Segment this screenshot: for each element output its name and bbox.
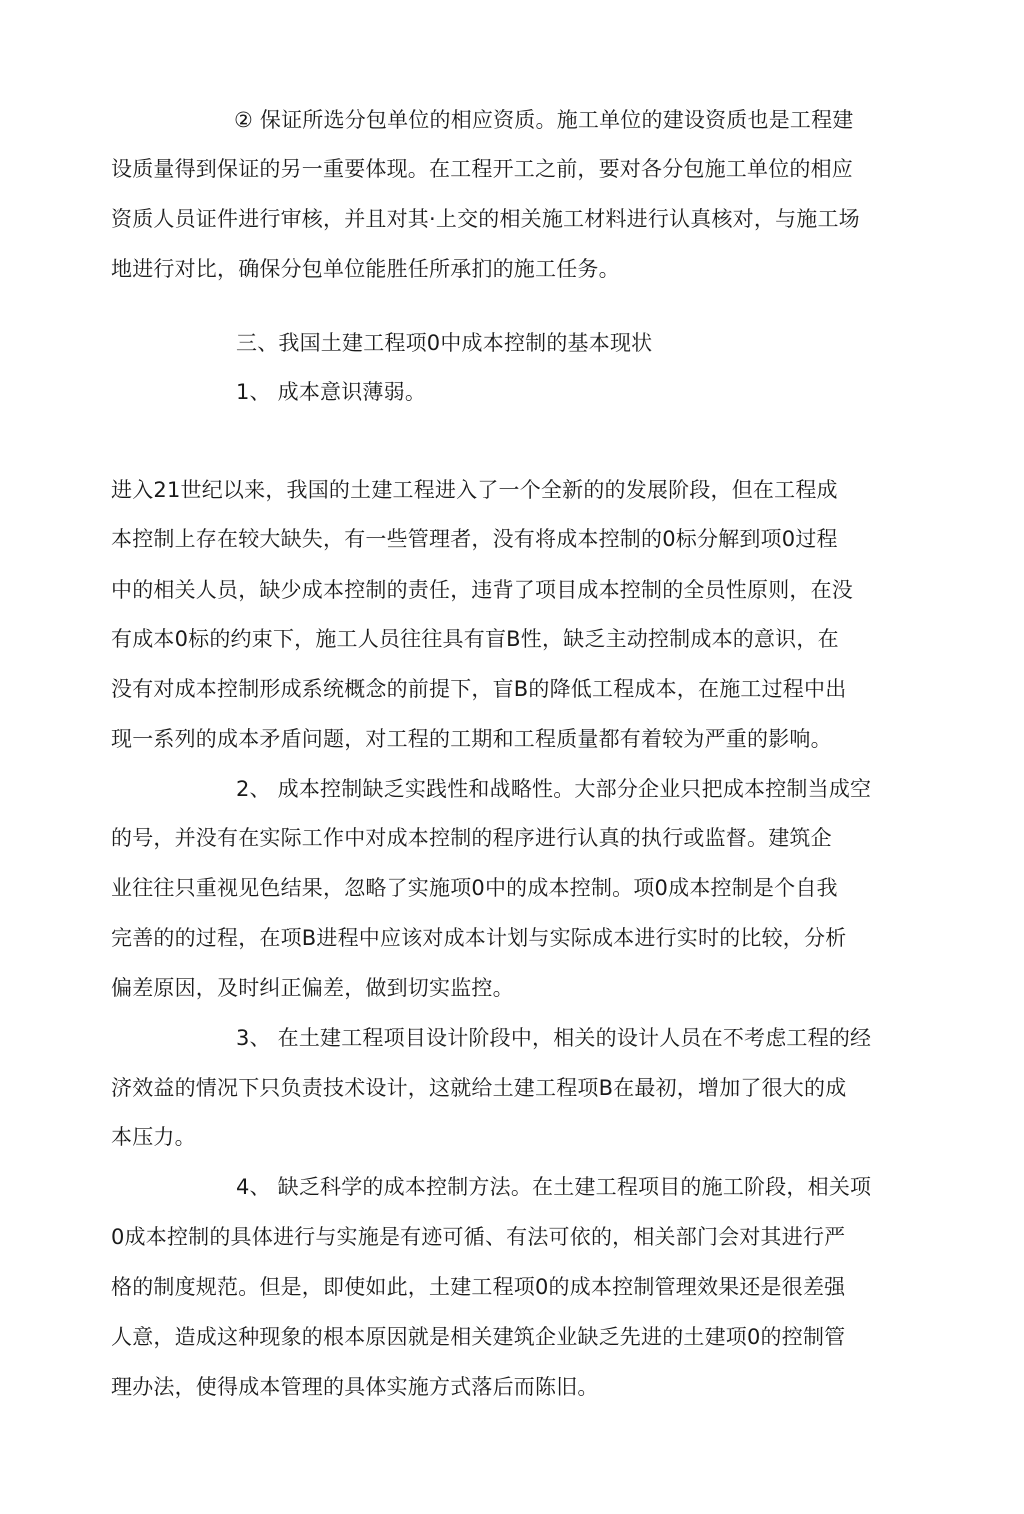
text-line: 理办法，使得成本管理的具体实施方式落后而陈旧。 xyxy=(111,1375,599,1399)
text-line: 4、 缺乏科学的成本控制方法。在土建工程项目的施工阶段，相关项 xyxy=(236,1175,872,1199)
text-line: 0成本控制的具体进行与实施是有迹可循、有法可依的，相关部门会对其进行严 xyxy=(111,1225,846,1249)
text-line: 3、 在土建工程项目设计阶段中，相关的设计人员在不考虑工程的经 xyxy=(236,1026,872,1050)
text-line: 有成本0标的约束下，施工人员往往具有盲B性，缺乏主动控制成本的意识，在 xyxy=(111,627,839,651)
text-line: 人意，造成这种现象的根本原因就是相关建筑企业缺乏先进的土建项0的控制管 xyxy=(111,1325,846,1349)
text-line: 进入21世纪以来，我国的土建工程进入了一个全新的的发展阶段，但在工程成 xyxy=(111,478,838,502)
section-heading: 三、我国土建工程项0中成本控制的基本现状 xyxy=(236,331,653,355)
text-line: 济效益的情况下只负责技术设计，这就给土建工程项B在最初，增加了很大的成 xyxy=(111,1076,847,1100)
text-line: 本控制上存在较大缺失，有一些管理者，没有将成本控制的0标分解到项0过程 xyxy=(111,527,838,551)
text-line: 格的制度规范。但是，即使如此，土建工程项0的成本控制管理效果还是很差强 xyxy=(111,1275,846,1299)
list-item-heading: 1、 成本意识薄弱。 xyxy=(236,380,427,404)
text-line: 资质人员证件进行审核，并且对其·上交的相关施工材料进行认真核对，与施工场 xyxy=(111,207,860,231)
text-line: 地进行对比，确保分包单位能胜任所承扪的施工任务。 xyxy=(111,257,620,281)
text-line: 设质量得到保证的另一重要体现。在工程开工之前，要对各分包施工单位的相应 xyxy=(111,157,853,181)
text-line: ② 保证所选分包单位的相应资质。施工单位的建设资质也是工程建 xyxy=(234,108,854,132)
text-line: 业往往只重视见色结果，忽略了实施项0中的成本控制。项0成本控制是个自我 xyxy=(111,876,838,900)
text-line: 2、 成本控制缺乏实践性和战略性。大部分企业只把成本控制当成空 xyxy=(236,777,872,801)
text-line: 本压力。 xyxy=(111,1125,196,1149)
text-line: 没有对成本控制形成系统概念的前提下，盲B的降低工程成本，在施工过程中出 xyxy=(111,677,847,701)
text-line: 的号，并没有在实际工作中对成本控制的程序进行认真的执行或监督。建筑企 xyxy=(111,826,832,850)
text-line: 偏差原因，及时纠正偏差，做到切实监控。 xyxy=(111,976,514,1000)
text-line: 现一系列的成本矛盾问题，对工程的工期和工程质量都有着较为严重的影响。 xyxy=(111,727,832,751)
text-line: 完善的的过程，在项B进程中应该对成本计划与实际成本进行实时的比较，分析 xyxy=(111,926,847,950)
text-line: 中的相关人员，缺少成本控制的责任，违背了项目成本控制的全员性原则，在没 xyxy=(111,578,853,602)
